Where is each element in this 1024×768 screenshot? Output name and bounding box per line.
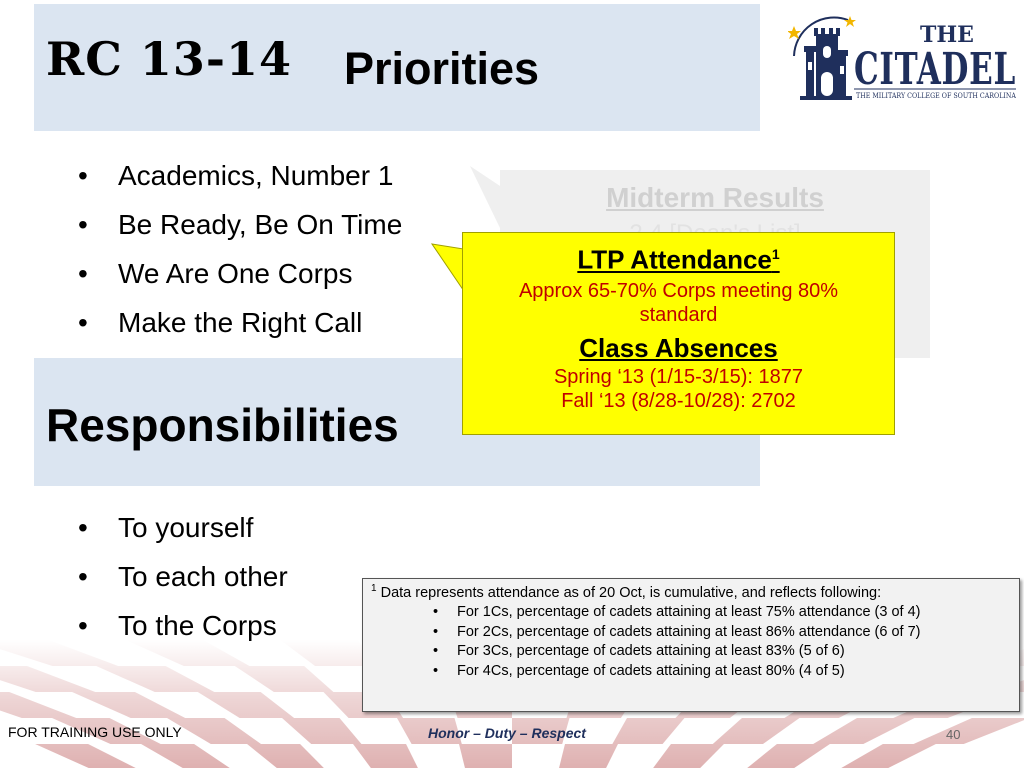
page-number: 40 — [946, 727, 961, 742]
list-item: • For 3Cs, percentage of cadets attaining at least 83% (5 of 6) — [433, 643, 845, 659]
list-item: • To yourself — [78, 512, 254, 543]
list-item: • Be Ready, Be On Time — [78, 209, 403, 240]
absence-line-1: Spring ‘13 (1/15-3/15): 1877 — [553, 365, 804, 388]
midterm-results-title: Midterm Results — [606, 182, 824, 213]
absence-heading: Class Absences — [579, 332, 778, 363]
ltp-heading: LTP Attendance$^1$ — [577, 244, 780, 275]
list-item: • For 1Cs, percentage of cadets attaining at least 75% attendance (3 of 4) — [433, 604, 921, 620]
list-item: • We Are One Corps — [78, 258, 353, 289]
logo-the: THE — [920, 22, 974, 48]
list-item: • Make the Right Call — [78, 307, 363, 338]
list-item: • For 4Cs, percentage of cadets attaining at least 80% (4 of 5) — [433, 662, 845, 679]
footer-motto: Honor – Duty – Respect — [428, 725, 586, 741]
responsibilities-title: Responsibilities — [46, 399, 399, 451]
footnote-box — [362, 578, 1020, 712]
priorities-list — [78, 158, 402, 354]
footer-classification: FOR TRAINING USE ONLY — [8, 724, 182, 740]
ltp-line-2: standard — [639, 303, 718, 326]
title-code: RC 13-14 — [46, 32, 292, 86]
ltp-callout — [462, 232, 895, 435]
responsibilities-list — [78, 510, 288, 657]
list-item: • For 2Cs, percentage of cadets attaining at least 86% attendance (6 of 7) — [433, 623, 921, 640]
logo-tagline: THE MILITARY COLLEGE OF SOUTH CAROLINA — [856, 92, 1017, 100]
ltp-line-1: Approx 65-70% Corps meeting 80% — [518, 279, 839, 302]
footnote-intro: $^1$ Data represents attendance as of 20 Oct, is cumulative, and reflects following: — [371, 583, 882, 601]
citadel-logo — [788, 12, 1020, 110]
footnote-list — [371, 603, 1011, 681]
list-item: • To each other — [78, 561, 288, 592]
list-item: • Academics, Number 1 — [78, 160, 394, 191]
absence-line-2: Fall ‘13 (8/28-10/28): 2702 — [561, 389, 796, 412]
list-item: • To the Corps — [78, 610, 277, 641]
logo-name: CITADEL — [854, 44, 1016, 95]
title-word: Priorities — [344, 43, 540, 94]
